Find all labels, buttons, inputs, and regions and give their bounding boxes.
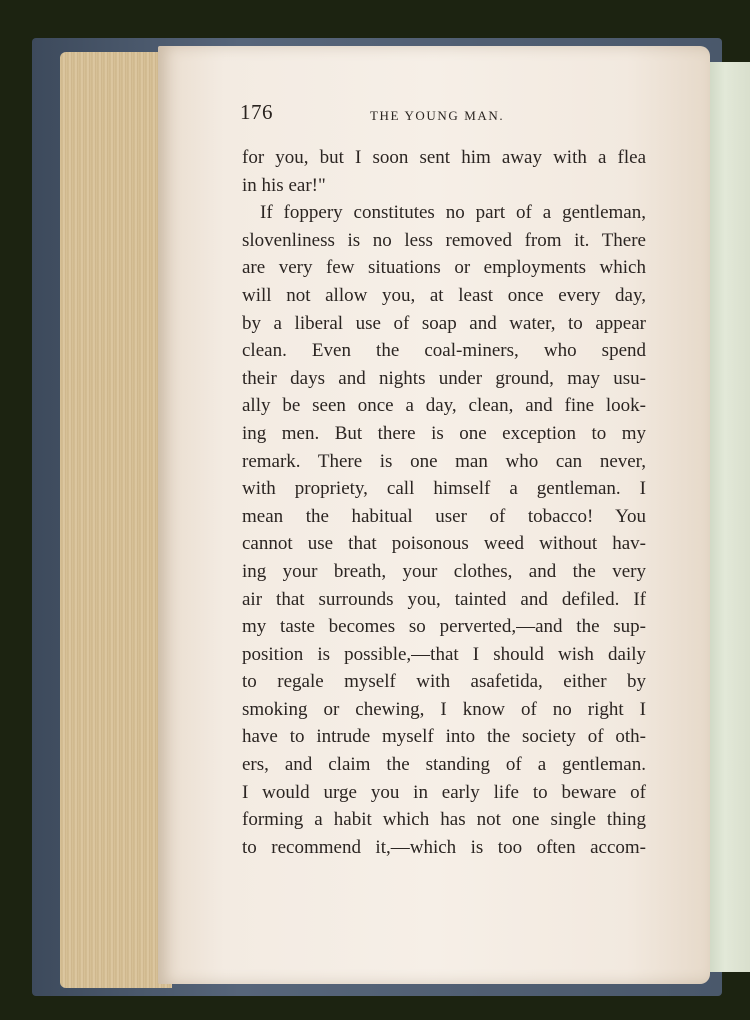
text-line: ally be seen once a day, clean, and fine look- (242, 395, 646, 417)
running-title: THE YOUNG MAN. (370, 108, 505, 123)
text-line: position is possible,—that I should wish daily (242, 643, 646, 665)
text-line: my taste becomes so perverted,—and the sup- (242, 616, 646, 638)
text-line: slovenliness is no less removed from it. There (242, 229, 646, 251)
text-line: If foppery constitutes no part of a gentleman, (260, 202, 646, 224)
page-edges (60, 52, 172, 988)
text-line: forming a habit which has not one single thing (242, 809, 646, 831)
text-line: smoking or chewing, I know of no right I (242, 698, 646, 720)
text-line: to recommend it,—which is too often accom- (242, 836, 646, 858)
text-line: in his ear!" (242, 174, 326, 196)
text-line: remark. There is one man who can never, (242, 450, 646, 472)
text-line: mean the habitual user of tobacco! You (242, 505, 646, 527)
text-line: for you, but I soon sent him away with a flea (242, 147, 646, 168)
text-line: to regale myself with asafetida, either by (242, 671, 646, 693)
facing-page-edge (708, 62, 750, 972)
text-line: clean. Even the coal-miners, who spend (242, 340, 646, 362)
text-line: by a liberal use of soap and water, to appear (242, 312, 646, 334)
page-header (240, 100, 650, 130)
text-line: cannot use that poisonous weed without hav- (242, 533, 646, 555)
page-number: 176 (240, 100, 273, 124)
text-line: I would urge you in early life to beware of (242, 781, 646, 803)
text-line: have to intrude myself into the society of oth- (242, 726, 646, 748)
text-line: ing your breath, your clothes, and the very (242, 560, 646, 582)
body-text (242, 144, 646, 861)
text-line: are very few situations or employments which (242, 257, 646, 279)
text-line: air that surrounds you, tainted and defiled. If (242, 588, 646, 610)
text-line: with propriety, call himself a gentleman. I (242, 478, 646, 500)
text-line: will not allow you, at least once every day, (242, 284, 646, 306)
text-line: ing men. But there is one exception to my (242, 422, 646, 444)
text-line: their days and nights under ground, may usu- (242, 367, 646, 389)
text-line: ers, and claim the standing of a gentleman. (242, 754, 646, 776)
